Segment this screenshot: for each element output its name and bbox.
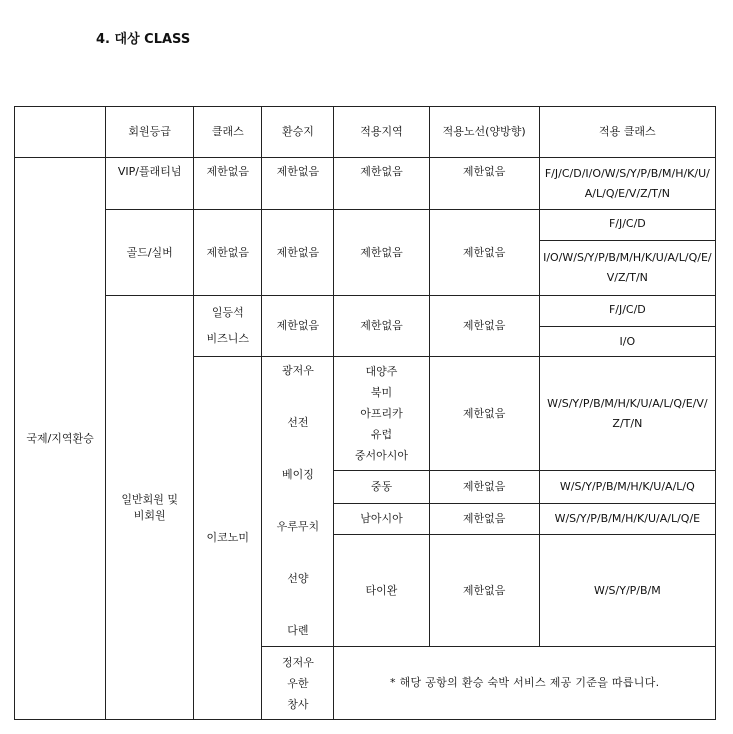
hub: 정저우: [281, 655, 314, 669]
classes-economy-3: W/S/Y/P/B/M/H/K/U/A/L/Q/E: [539, 504, 715, 535]
region-middle-east: 중동: [334, 471, 429, 504]
cell-route: 제한없음: [429, 471, 539, 504]
hub: 선양: [287, 572, 309, 585]
classes-economy-1: W/S/Y/P/B/M/H/K/U/A/L/Q/E/V/Z/T/N: [539, 357, 715, 471]
classes-vip: F/J/C/D/I/O/W/S/Y/P/B/M/H/K/U/A/L/Q/E/V/Z/T/N: [539, 158, 715, 210]
classes-gold-2: I/O/W/S/Y/P/B/M/H/K/U/A/L/Q/E/V/Z/T/N: [539, 241, 715, 296]
section-title: 4. 대상 CLASS: [96, 32, 191, 47]
class-economy: 이코노미: [194, 357, 262, 720]
table-row: [15, 296, 716, 327]
class-table: [14, 106, 716, 720]
class-business: 비즈니스: [206, 332, 250, 345]
header-applied-class: 적용 클래스: [539, 107, 715, 158]
cell-class: 제한없음: [194, 210, 262, 296]
region: 대양주: [365, 365, 398, 378]
header-transfer: 환승지: [262, 107, 334, 158]
cell-class: 제한없음: [194, 158, 262, 210]
tier-general-line-2: 비회원: [133, 508, 166, 522]
hub: 선전: [287, 416, 309, 429]
hub: 우루무치: [276, 520, 320, 533]
cell-route: 제한없음: [429, 357, 539, 471]
cell-region: 제한없음: [334, 210, 429, 296]
header-class: 클래스: [194, 107, 262, 158]
cell-route: 제한없음: [429, 535, 539, 647]
group-label: 국제/지역환승: [15, 158, 106, 720]
classes-business: I/O: [539, 327, 715, 357]
cell-transfer: 제한없음: [262, 210, 334, 296]
cell-route: 제한없음: [429, 158, 539, 210]
classes-economy-2: W/S/Y/P/B/M/H/K/U/A/L/Q: [539, 471, 715, 504]
cell-transfer: 제한없음: [262, 296, 334, 357]
tier-gold: 골드/실버: [106, 210, 194, 296]
tier-vip: VIP/플래티넘: [106, 158, 194, 210]
hubs-a: [262, 357, 334, 647]
region: 아프리카: [360, 407, 403, 420]
tier-general-line-1: 일반회원 및: [121, 492, 178, 506]
tier-general: [106, 296, 194, 720]
cell-region: 제한없음: [334, 158, 429, 210]
hub: 창사: [287, 697, 309, 711]
hub: 베이징: [281, 468, 314, 481]
classes-economy-4: W/S/Y/P/B/M: [539, 535, 715, 647]
table-row: [15, 210, 716, 241]
cell-route: 제한없음: [429, 296, 539, 357]
region: 중서아시아: [354, 449, 409, 462]
hub: 우한: [287, 676, 309, 690]
cell-route: 제한없음: [429, 504, 539, 535]
classes-first: F/J/C/D: [539, 296, 715, 327]
region: 유럽: [370, 428, 393, 441]
table-row: [15, 158, 716, 210]
header-region: 적용지역: [334, 107, 429, 158]
header-row: [15, 107, 716, 158]
cell-region: 제한없음: [334, 296, 429, 357]
first-business-class: [194, 296, 262, 357]
classes-gold-1: F/J/C/D: [539, 210, 715, 241]
hub-list: [264, 363, 331, 639]
header-route: 적용노선(양방향): [429, 107, 539, 158]
hub: 다롄: [287, 624, 309, 637]
region-south-asia: 남아시아: [334, 504, 429, 535]
cell-route: 제한없음: [429, 210, 539, 296]
hub: 광저우: [281, 364, 314, 377]
regions-1: [334, 357, 429, 471]
hubs-b: [262, 647, 334, 720]
header-tier: 회원등급: [106, 107, 194, 158]
class-first: 일등석: [211, 306, 244, 319]
cell-transfer: 제한없음: [262, 158, 334, 210]
region-taiwan: 타이완: [334, 535, 429, 647]
region: 북미: [370, 386, 393, 399]
hotel-note: * 해당 공항의 환승 숙박 서비스 제공 기준을 따릅니다.: [334, 647, 716, 720]
header-empty: [15, 107, 106, 158]
